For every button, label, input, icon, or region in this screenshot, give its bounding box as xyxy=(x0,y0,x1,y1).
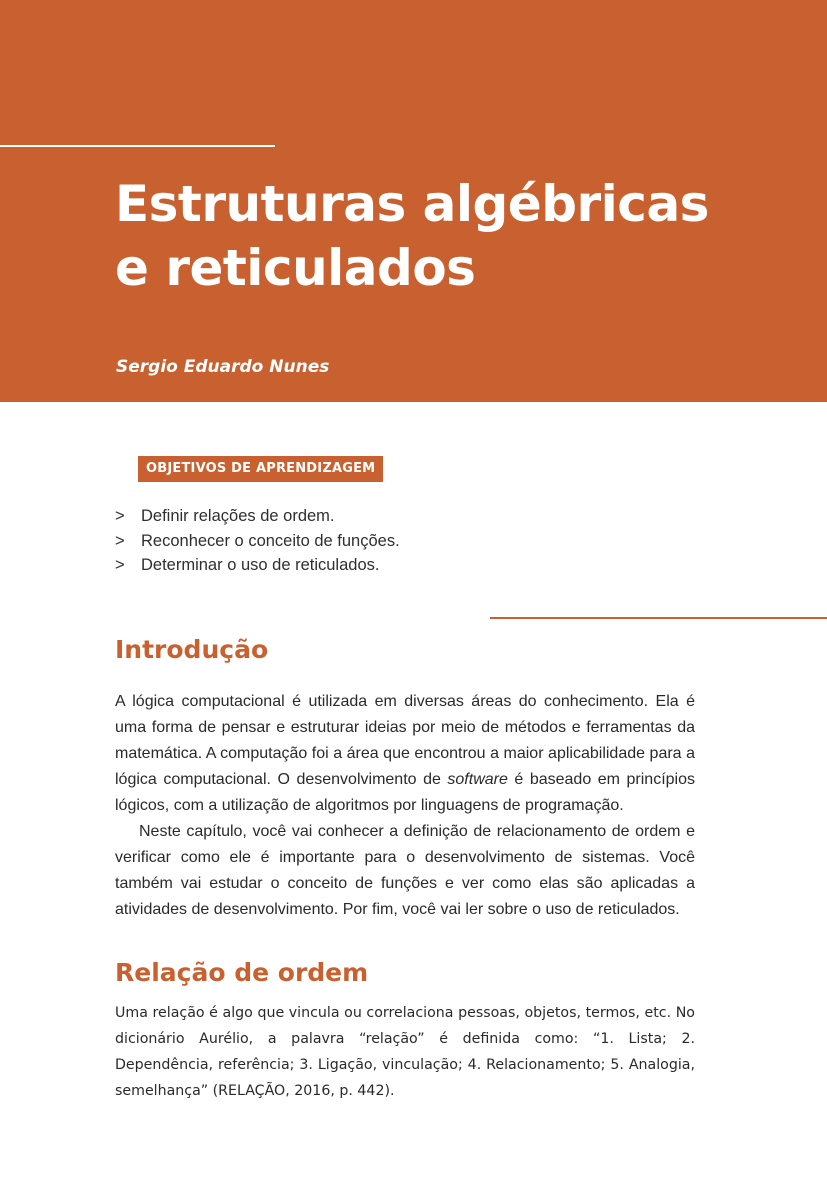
objective-text: Determinar o uso de reticulados. xyxy=(141,556,380,574)
objective-bullet-marker: > xyxy=(115,531,125,550)
intro-p1-emphasis: software xyxy=(447,771,508,788)
objective-bullet-marker: > xyxy=(115,507,125,525)
learning-objectives-label: OBJETIVOS DE APRENDIZAGEM xyxy=(138,456,383,482)
objective-text: Reconhecer o conceito de funções. xyxy=(141,531,400,550)
intro-p1-text-end: é baseado em princípios lógicos, com a utilização de algoritmos por linguagens de programação. xyxy=(115,771,695,814)
introduction-heading: Introdução xyxy=(115,635,269,664)
section-divider-line xyxy=(490,617,827,619)
objective-bullet-marker: > xyxy=(115,556,125,574)
chapter-title-line-2: e reticulados xyxy=(115,239,476,297)
objective-item xyxy=(115,553,400,578)
header-divider-line xyxy=(0,145,275,147)
intro-p1-text-start: A lógica computacional é utilizada em diversas áreas do conhecimento. Ela é uma forma de pensar e estruturar ideias por meio de métodos e ferramentas da matemática. A computação foi a área que encontrou a maior aplicabilidade para a lógica computacional. O desenvolvimento de xyxy=(115,693,695,788)
order-relation-paragraph-1: Uma relação é algo que vincula ou correlaciona pessoas, objetos, termos, etc. No dicionário Aurélio, a palavra “relação” é definida como: “1. Lista; 2. Dependência, referência; 3. Ligação, vinculação; 4. Relacionamento; 5. Analogia, semelhança” (RELAÇÃO, 2016, p. 442). xyxy=(115,1005,695,1099)
learning-objectives-list xyxy=(115,504,400,578)
introduction-paragraph-2: Neste capítulo, você vai conhecer a definição de relacionamento de ordem e verificar como ele é importante para o desenvolvimento de sistemas. Você também vai estudar o conceito de funções e ver como elas são aplicadas a atividades de desenvolvimento. Por fim, você vai ler sobre o uso de reticulados. xyxy=(115,823,695,918)
author-name: Sergio Eduardo Nunes xyxy=(116,357,330,377)
objective-item xyxy=(115,504,400,529)
objective-text: Definir relações de ordem. xyxy=(141,507,335,525)
introduction-paragraph-1 xyxy=(115,689,695,819)
chapter-title xyxy=(115,172,755,300)
chapter-title-line-1: Estruturas algébricas xyxy=(115,175,709,233)
chapter-header-band xyxy=(0,0,827,402)
order-relation-body xyxy=(115,1000,695,1104)
order-relation-heading: Relação de ordem xyxy=(115,958,369,987)
objective-item xyxy=(115,529,400,554)
introduction-body xyxy=(115,689,695,923)
